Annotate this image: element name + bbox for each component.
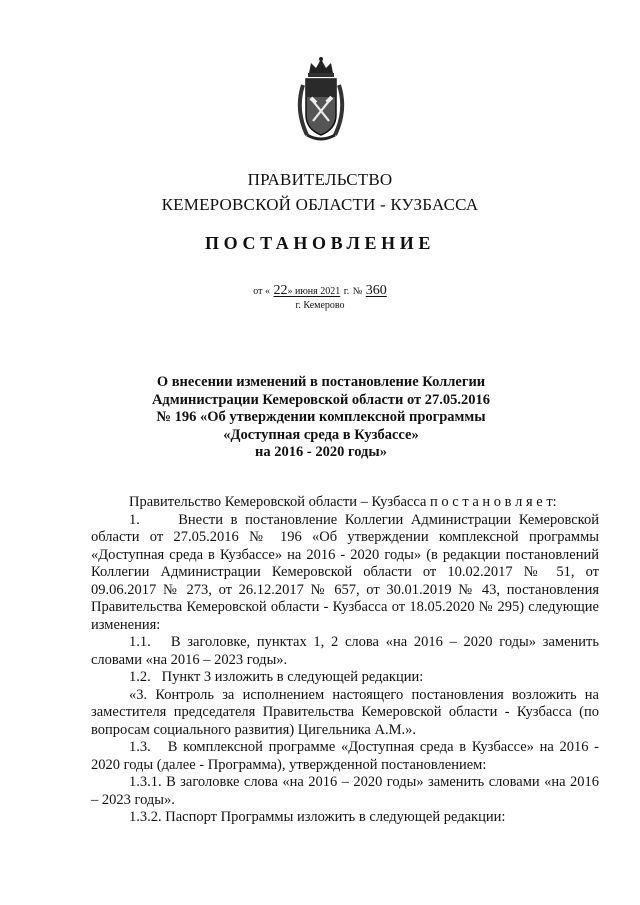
- header-government: ПРАВИТЕЛЬСТВО: [247, 170, 393, 189]
- date-prefix: от «: [253, 286, 270, 297]
- body-paragraph: Правительство Кемеровской области – Кузбасса п о с т а н о в л я е т:: [129, 494, 557, 510]
- subject-line: на 2016 - 2020 годы»: [255, 444, 387, 460]
- subject-line: «Доступная среда в Кузбассе»: [223, 426, 419, 443]
- document-city: г. Кемерово: [295, 300, 345, 311]
- document-subject: [140, 374, 502, 462]
- subject-line: Администрации Кемеровской области от 27.05.2016: [151, 391, 491, 408]
- body-paragraph: 1.3.2. Паспорт Программы изложить в следующей редакции:: [129, 809, 506, 825]
- subject-line: О внесении изменений в постановление Коллегии: [156, 374, 486, 390]
- header-region: КЕМЕРОВСКОЙ ОБЛАСТИ - КУЗБАССА: [161, 195, 479, 214]
- document-body: [91, 494, 599, 827]
- body-paragraph: 1.3.1. В заголовке слова «на 2016 – 2020 годы» заменить словами «на 2016 – 2023 годы».: [91, 774, 599, 808]
- date-month-year: » июня 2021: [287, 286, 341, 297]
- subject-line: № 196 «Об утверждении комплексной программы: [156, 409, 486, 425]
- body-paragraph: «3. Контроль за исполнением настоящего постановления возложить на заместителя председателя Правительства Кемеровской области - Кузбасса (по вопросам социального развития) Цигельника А.М.».: [91, 686, 599, 738]
- date-day: 22: [273, 283, 288, 298]
- number-sign: №: [352, 286, 363, 297]
- document-number: 360: [365, 283, 387, 298]
- body-paragraph: 1.2. Пункт 3 изложить в следующей редакции:: [129, 669, 424, 685]
- date-year-suffix: г.: [343, 286, 350, 297]
- body-paragraph: 1.1. В заголовке, пунктах 1, 2 слова «на 2016 – 2020 годы» заменить словами «на 2016 – 2023 годы».: [91, 634, 599, 668]
- body-paragraph: 1. Внести в постановление Коллегии Администрации Кемеровской области от 27.05.2016 № 196 «Об утверждении комплексной программы «Доступная среда в Кузбассе» на 2016 - 2020 годы» (в редакции постановлений Коллегии Администрации Кемеровской области от 10.02.2017 № 51, от 09.06.2017 № 273, от 26.12.2017 № 657, от 30.01.2019 № 43, постановления Правительства Кемеровской области - Кузбасса от 18.05.2020 № 295) следующие изменения:: [91, 511, 599, 633]
- document-date-number: [0, 283, 640, 299]
- document-type-title: ПОСТАНОВЛЕНИЕ: [205, 233, 435, 253]
- coat-of-arms-emblem: [293, 55, 349, 143]
- body-paragraph: 1.3. В комплексной программе «Доступная среда в Кузбассе» на 2016 - 2020 годы (далее - Программа), утвержденной постановлением:: [91, 739, 599, 773]
